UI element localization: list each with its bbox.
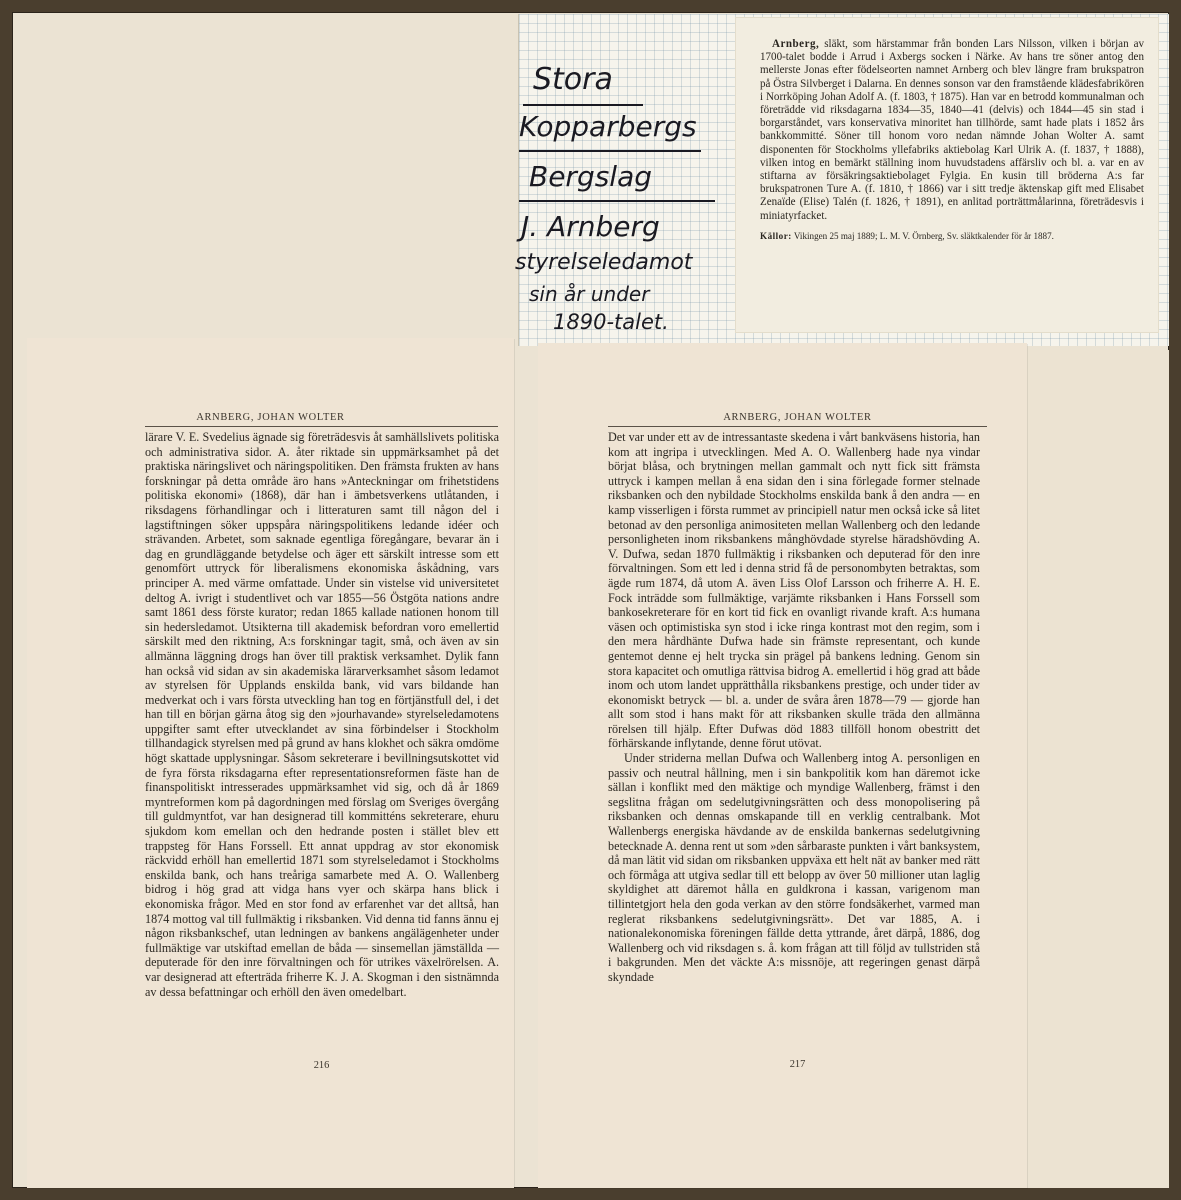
page-number-left: 216 (313, 1060, 330, 1071)
page-text-right (608, 430, 980, 985)
running-header-left: ARNBERG, JOHAN WOLTER (196, 412, 345, 423)
page-number-right: 217 (789, 1059, 806, 1070)
biography-clipping (736, 18, 1158, 332)
clipping-sources (760, 231, 1144, 242)
handwritten-line-6: sin år under (529, 282, 650, 306)
underline-3 (519, 200, 715, 202)
paragraph-2: Under striderna mellan Dufwa och Wallenberg intog A. personligen en passiv och neutral hållning, men i sin bankpolitik kom han däremot icke sällan i konflikt med den mäktige och myndige Wallenberg, främst i den segslitna frågan om sedelutgivningsrätten och dess monopolisering på riksbanken och dennas omskapande till en verklig centralbank. Mot Wallenbergs energiska hävdande av de enskilda bankernas sedelutgivning betecknade A. denna rent ut som »den sårbaraste punkten i vårt banksystem, då man lätit vid sidan om riksbanken uppväxa ett helt nät av banker med rätt och förmåga att utgiva sedlar till ett belopp av över 50 millioner utan laglig skyldighet att däremot hålla en guldkrona i kassan, varigenom man tillintetgjort hela den goda verkan av den större fondsäkerhet, varmed man reglerat riksbankens sedelutgivningsrätt». Det var 1885, A. i nationalekonomiska föreningen fällde detta yttrande, året därpå, 1886, dog Wallenberg och vid riksdagen s. å. kom frågan att till följd av tullstriden stå i bakgrunden. Men det väckte A:s missnöje, att regeringen genast därpå skyndade (608, 751, 980, 984)
book-page-right (538, 343, 1027, 1188)
handwritten-line-5: styrelseledamot (515, 250, 693, 275)
handwritten-line-7: 1890-talet. (553, 310, 669, 334)
sources-text: Vikingen 25 maj 1889; L. M. V. Örnberg, Sv. släktkalender för år 1887. (793, 230, 1054, 241)
clipping-text (760, 38, 1144, 223)
underline-2 (519, 150, 701, 152)
sources-label: Källor: (760, 230, 792, 241)
underline-1 (523, 104, 643, 106)
header-rule-left (145, 426, 498, 427)
clipping-name: Arnberg, (772, 38, 820, 50)
page-text-left: lärare V. E. Svedelius ägnade sig företrädesvis åt samhällslivets politiska och administrativa sidor. A. åter riktade sin uppmärksamhet på det praktiska näringslivet och näringspolitiken. Den främsta frukten av hans forskningar på detta område äro hans »Anteckningar om frihetstidens politiska ekonomi» (1868), där han i ämbetsverkens utlåtanden, i riksdagens förhandlingar och i litteraturen samt till någon del i lagstiftningen söker uppspåra näringspolitikens ledande idéer och strävanden. Arbetet, som saknade egentliga föregångare, bevarar än i dag en grundläggande betydelse och äger ett särskilt intresse som ett genomfört uttryck för liberalismens ekonomiska åskådning, vars principer A. med värme omfattade. Under sin vistelse vid universitetet deltog A. ivrigt i studentlivet och var 1855—56 Östgöta nations andre samt 1861 dess förste kurator; redan 1865 kallade nationen honom till sin hedersledamot. Utsikterna till akademisk befordran voro emellertid särskilt med den riktning, A:s forskningar tagit, små, och även av sin allmänna läggning drogs han över till praktisk verksamhet. Dylik fann han också vid sidan av sin akademiska lärarverksamhet såsom ledamot av styrelsen för Upplands enskilda bank, vid vars bildande han medverkat och i vars första utveckling han tog en förtjänstfull del, i det han till en början gärna åtog sig den »jourhavande» styrelseledamotens uppgifter samt efter utvecklandet av sina förbindelser i Stockholm tillhandagick styrelsen med på grund av hans klokhet och säkra omdöme högt skattade upplysningar. Såsom sekreterare i bevillningsutskottet vid de fyra första riksdagarna efter representationsreformen fäste han de finanspolitiskt intresserades uppmärksamhet vid sig, och då år 1869 myntreformen kom på dagordningen med förslag om Sveriges övergång till guldmyntfot, var han designerad till kommitténs sekreterare, ehuru sjukdom kom emellan och den hedrande posten i stället blev ett trappsteg för Hans Forssell. Ett annat uppdrag av stor ekonomisk räckvidd erhöll han emellertid 1871 som styrelseledamot i Stockholms enskilda bank, och hans treåriga samarbete med A. O. Wallenberg bidrog i hög grad att vidga hans vyer och skärpa hans blick i ekonomiska frågor. Med en stor fond av erfarenhet var det alltså, han 1874 mottog val till fullmäktig i riksbanken. Vid denna tid fanns ännu ej någon riksbankschef, utan ledningen av bankens angälägenheter under fullmäktige var utskiftad emellan de båda — sinsemellan jämställda — deputerade för den inre förvaltningen och för utrikes växelrörelsen. A. var designerad att efterträda friherre K. J. A. Skogman i den sistnämnda av dessa befattningar och erhöll den även omedelbart. (145, 430, 499, 999)
book-page-left (27, 338, 514, 1188)
handwritten-line-3: Bergslag (529, 160, 653, 193)
handwritten-line-1: Stora (533, 62, 613, 97)
running-header-right: ARNBERG, JOHAN WOLTER (723, 412, 872, 423)
paragraph-1: Det var under ett av de intressantaste skedena i vårt bankväsens historia, han kom att ingripa i utvecklingen. Med A. O. Wallenberg hade nya vindar börjat blåsa, och brytningen mellan gammalt och nytt fick sitt främsta uttryck i kampen mellan å ena sidan den i sina förlegade former stelnade riksbanken och den nybildade Stockholms enskilda bank å den andra — en kamp visserligen i första rummet av principiell natur men också icke så litet betonad av den personliga animositeten mellan Wallenberg och den ledande personligheten inom riksbankens månghövdade styrelse häradshövding A. V. Dufwa, sedan 1870 fullmäktig i riksbanken och deputerad för den inre förvaltningen. Som ett led i denna strid få de personombyten betraktas, som ägde rum 1874, då utom A. även Liss Olof Larsson och friherre A. H. E. Fock inträdde som fullmäktige, varjämte riksbanken i Hans Forssell som bankosekreterare för en kort tid fick en ovanligt rivande kraft. A:s humana väsen och optimistiska syn stod i icke ringa kontrast mot den regim, som i den mera hårdhänte Dufwa hade sin främste representant, och kunde gentemot denne ej helt trycka sin prägel på bankens ledning. Genom sin stora kapacitet och omutliga rättvisa bidrog A. emellertid i hög grad att både inom och utom landet upprätthålla riksbankens prestige, och under tider av ekonomiskt betryck — bl. a. under de svåra åren 1878—79 — gjorde han allt som stod i hans makt för att riksbanken skulle träda den allmänna rörelsen till hjälp. Efter Dufwas död 1883 tillföll honom obestritt det förhärskande inflytande, denne förut utövat. (608, 430, 980, 751)
handwritten-line-2: Kopparbergs (519, 110, 697, 143)
clipping-body: släkt, som härstammar från bonden Lars Nilsson, vilken i början av 1700-talet bodde i Arrud i Axbergs socken i Närke. Av hans tre söner antog den mellerste Jonas efter födelseorten namnet Arnberg och blev längre fram brukspatron på Östra Silvberget i Dalarna. En dennes sonson var den framstående klädesfabrikören i Norrköping Johan Adolf A. (f. 1803, † 1875). Han var en betrodd kommunalman och företrädde vid riksdagarna 1834—35, 1840—41 (delvis) och 1844—45 sin stad i borgarståndet, vars konservativa minoritet han tillhörde, samt hade plats i 1852 års bankkommitté. Söner till honom voro nedan nämnde Johan Wolter A. samt disponenten för Stockholms yllefabriks aktiebolag Karl Ulrik A. (f. 1837, † 1888), vilken intog en bemärkt ställning inom huvudstadens affärsliv och bl. a. var en av stiftarna av försäkringsaktiebolaget Fylgia. En kusin till bröderna A:s far brukspatronen Ture A. (f. 1810, † 1866) var i sitt tredje äktenskap gift med Elisabet Zenaïde (Elise) Talén (f. 1826, † 1891), en anlitad porträttmålarinna, företrädesvis i miniatyrfacket. (760, 38, 1144, 222)
paper-edge (1027, 350, 1169, 1188)
header-rule-right (608, 426, 987, 427)
handwritten-line-4: J. Arnberg (521, 210, 660, 243)
